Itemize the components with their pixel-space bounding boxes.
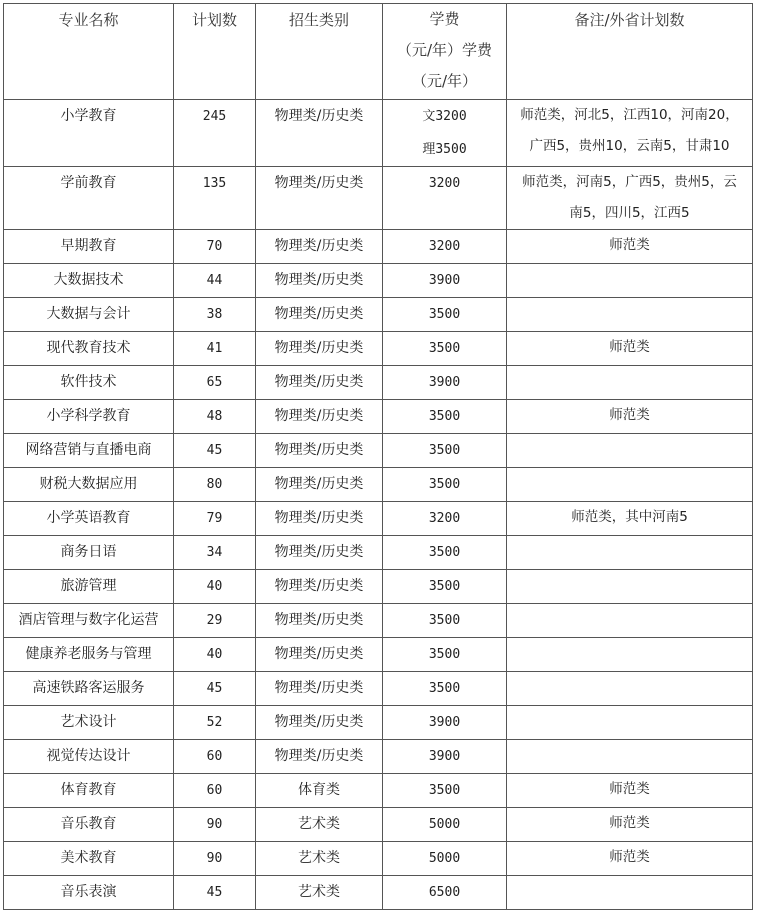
note-cell: [507, 672, 753, 706]
note-line: 师范类: [609, 237, 650, 253]
plan-count-cell: 60: [174, 774, 256, 808]
major-name-cell: 大数据技术: [4, 264, 174, 298]
table-row: [4, 808, 753, 842]
tuition-cell: [383, 876, 507, 910]
tuition-line: 5000: [428, 851, 461, 866]
note-cell: [507, 740, 753, 774]
note-line: 广西5，贵州10，云南5，甘肃10: [529, 138, 730, 154]
note-cell: [507, 264, 753, 298]
tuition-cell: [383, 400, 507, 434]
category-cell: 物理类/历史类: [256, 264, 383, 298]
category-cell: 物理类/历史类: [256, 298, 383, 332]
major-name-cell: 软件技术: [4, 366, 174, 400]
table-row: [4, 502, 753, 536]
header-category: 招生类别: [256, 4, 383, 100]
plan-count-cell: 52: [174, 706, 256, 740]
tuition-line: 5000: [428, 817, 461, 832]
table-row: [4, 230, 753, 264]
header-plan-count: 计划数: [174, 4, 256, 100]
tuition-line: 3900: [428, 375, 461, 390]
note-line: 师范类: [609, 815, 650, 831]
plan-count-cell: 40: [174, 638, 256, 672]
category-cell: 物理类/历史类: [256, 230, 383, 264]
category-cell: 体育类: [256, 774, 383, 808]
category-cell: 物理类/历史类: [256, 740, 383, 774]
plan-count-cell: 245: [174, 100, 256, 167]
plan-count-cell: 40: [174, 570, 256, 604]
tuition-line: 3500: [428, 647, 461, 662]
table-row: [4, 842, 753, 876]
tuition-cell: [383, 740, 507, 774]
note-cell: [507, 502, 753, 536]
category-cell: 物理类/历史类: [256, 332, 383, 366]
tuition-cell: [383, 332, 507, 366]
plan-count-cell: 90: [174, 808, 256, 842]
tuition-line: 3200: [428, 176, 461, 191]
table-row: [4, 604, 753, 638]
tuition-cell: [383, 808, 507, 842]
table-row: [4, 400, 753, 434]
category-cell: 物理类/历史类: [256, 672, 383, 706]
note-cell: [507, 100, 753, 167]
table-row: [4, 167, 753, 230]
tuition-line: 3500: [428, 477, 461, 492]
header-major-name: 专业名称: [4, 4, 174, 100]
major-name-cell: 酒店管理与数字化运营: [4, 604, 174, 638]
major-name-cell: 小学英语教育: [4, 502, 174, 536]
tuition-cell: [383, 672, 507, 706]
table-row: [4, 100, 753, 167]
category-cell: 物理类/历史类: [256, 400, 383, 434]
category-cell: 物理类/历史类: [256, 536, 383, 570]
note-line: 师范类: [609, 849, 650, 865]
category-cell: 物理类/历史类: [256, 167, 383, 230]
tuition-cell: [383, 167, 507, 230]
note-cell: [507, 808, 753, 842]
note-cell: [507, 332, 753, 366]
tuition-line: 6500: [428, 885, 461, 900]
tuition-cell: [383, 100, 507, 167]
major-name-cell: 早期教育: [4, 230, 174, 264]
tuition-line: 3200: [428, 511, 461, 526]
plan-count-cell: 29: [174, 604, 256, 638]
major-name-cell: 美术教育: [4, 842, 174, 876]
note-cell: [507, 366, 753, 400]
tuition-line: 3900: [428, 273, 461, 288]
major-name-cell: 旅游管理: [4, 570, 174, 604]
major-name-cell: 艺术设计: [4, 706, 174, 740]
header-tuition-line: （元/年）: [411, 72, 478, 90]
table-row: [4, 298, 753, 332]
major-name-cell: 音乐教育: [4, 808, 174, 842]
note-line: 师范类: [609, 339, 650, 355]
note-cell: [507, 604, 753, 638]
plan-count-cell: 45: [174, 672, 256, 706]
admissions-plan-table: [3, 3, 753, 910]
category-cell: 物理类/历史类: [256, 638, 383, 672]
tuition-line: 文3200: [422, 109, 467, 124]
plan-count-cell: 45: [174, 434, 256, 468]
header-tuition-line: 学费: [429, 10, 460, 28]
major-name-cell: 现代教育技术: [4, 332, 174, 366]
note-line: 师范类: [609, 407, 650, 423]
table-row: [4, 332, 753, 366]
tuition-cell: [383, 468, 507, 502]
major-name-cell: 网络营销与直播电商: [4, 434, 174, 468]
tuition-cell: [383, 536, 507, 570]
note-cell: [507, 638, 753, 672]
major-name-cell: 商务日语: [4, 536, 174, 570]
plan-count-cell: 44: [174, 264, 256, 298]
major-name-cell: 小学教育: [4, 100, 174, 167]
tuition-line: 3200: [428, 239, 461, 254]
plan-count-cell: 38: [174, 298, 256, 332]
note-cell: [507, 230, 753, 264]
category-cell: 艺术类: [256, 876, 383, 910]
table-row: [4, 536, 753, 570]
note-cell: [507, 400, 753, 434]
plan-count-cell: 135: [174, 167, 256, 230]
tuition-line: 3500: [428, 545, 461, 560]
plan-count-cell: 60: [174, 740, 256, 774]
tuition-line: 3500: [428, 681, 461, 696]
tuition-line: 3500: [428, 341, 461, 356]
tuition-cell: [383, 298, 507, 332]
note-cell: [507, 842, 753, 876]
plan-count-cell: 48: [174, 400, 256, 434]
note-cell: [507, 706, 753, 740]
plan-count-cell: 70: [174, 230, 256, 264]
note-cell: [507, 434, 753, 468]
plan-count-cell: 41: [174, 332, 256, 366]
tuition-line: 3500: [428, 307, 461, 322]
table-header-row: [4, 4, 753, 100]
tuition-cell: [383, 638, 507, 672]
plan-count-cell: 34: [174, 536, 256, 570]
major-name-cell: 高速铁路客运服务: [4, 672, 174, 706]
note-cell: [507, 167, 753, 230]
plan-count-cell: 45: [174, 876, 256, 910]
tuition-line: 3500: [428, 579, 461, 594]
major-name-cell: 视觉传达设计: [4, 740, 174, 774]
note-cell: [507, 298, 753, 332]
note-line: 师范类，河南5，广西5，贵州5，云: [522, 174, 737, 190]
table-row: [4, 672, 753, 706]
note-cell: [507, 536, 753, 570]
note-line: 师范类，河北5，江西10，河南20，: [520, 107, 739, 123]
plan-count-cell: 80: [174, 468, 256, 502]
table-row: [4, 264, 753, 298]
table-row: [4, 638, 753, 672]
tuition-line: 3500: [428, 783, 461, 798]
tuition-cell: [383, 230, 507, 264]
major-name-cell: 学前教育: [4, 167, 174, 230]
tuition-line: 3500: [428, 409, 461, 424]
note-line: 师范类，其中河南5: [571, 509, 688, 525]
header-tuition-line: （元/年）学费: [396, 41, 493, 59]
category-cell: 物理类/历史类: [256, 434, 383, 468]
major-name-cell: 健康养老服务与管理: [4, 638, 174, 672]
category-cell: 物理类/历史类: [256, 604, 383, 638]
table-row: [4, 366, 753, 400]
tuition-line: 3900: [428, 749, 461, 764]
tuition-cell: [383, 502, 507, 536]
table-row: [4, 876, 753, 910]
table-row: [4, 570, 753, 604]
major-name-cell: 小学科学教育: [4, 400, 174, 434]
category-cell: 物理类/历史类: [256, 502, 383, 536]
major-name-cell: 财税大数据应用: [4, 468, 174, 502]
note-line: 南5，四川5，江西5: [569, 205, 690, 221]
plan-count-cell: 65: [174, 366, 256, 400]
table-row: [4, 434, 753, 468]
header-notes: 备注/外省计划数: [507, 4, 753, 100]
tuition-cell: [383, 366, 507, 400]
table-row: [4, 468, 753, 502]
major-name-cell: 大数据与会计: [4, 298, 174, 332]
category-cell: 艺术类: [256, 808, 383, 842]
tuition-line: 3900: [428, 715, 461, 730]
note-cell: [507, 774, 753, 808]
tuition-line: 3500: [428, 443, 461, 458]
tuition-cell: [383, 570, 507, 604]
tuition-cell: [383, 706, 507, 740]
note-cell: [507, 468, 753, 502]
tuition-line: 3500: [428, 613, 461, 628]
category-cell: 物理类/历史类: [256, 100, 383, 167]
tuition-cell: [383, 842, 507, 876]
tuition-cell: [383, 434, 507, 468]
tuition-cell: [383, 774, 507, 808]
tuition-cell: [383, 604, 507, 638]
plan-count-cell: 90: [174, 842, 256, 876]
table-row: [4, 740, 753, 774]
tuition-cell: [383, 264, 507, 298]
header-tuition: [383, 4, 507, 100]
note-line: 师范类: [609, 781, 650, 797]
note-cell: [507, 570, 753, 604]
category-cell: 艺术类: [256, 842, 383, 876]
note-cell: [507, 876, 753, 910]
category-cell: 物理类/历史类: [256, 366, 383, 400]
tuition-line: 理3500: [422, 142, 467, 157]
major-name-cell: 音乐表演: [4, 876, 174, 910]
category-cell: 物理类/历史类: [256, 570, 383, 604]
major-name-cell: 体育教育: [4, 774, 174, 808]
plan-count-cell: 79: [174, 502, 256, 536]
category-cell: 物理类/历史类: [256, 706, 383, 740]
category-cell: 物理类/历史类: [256, 468, 383, 502]
table-row: [4, 774, 753, 808]
table-row: [4, 706, 753, 740]
